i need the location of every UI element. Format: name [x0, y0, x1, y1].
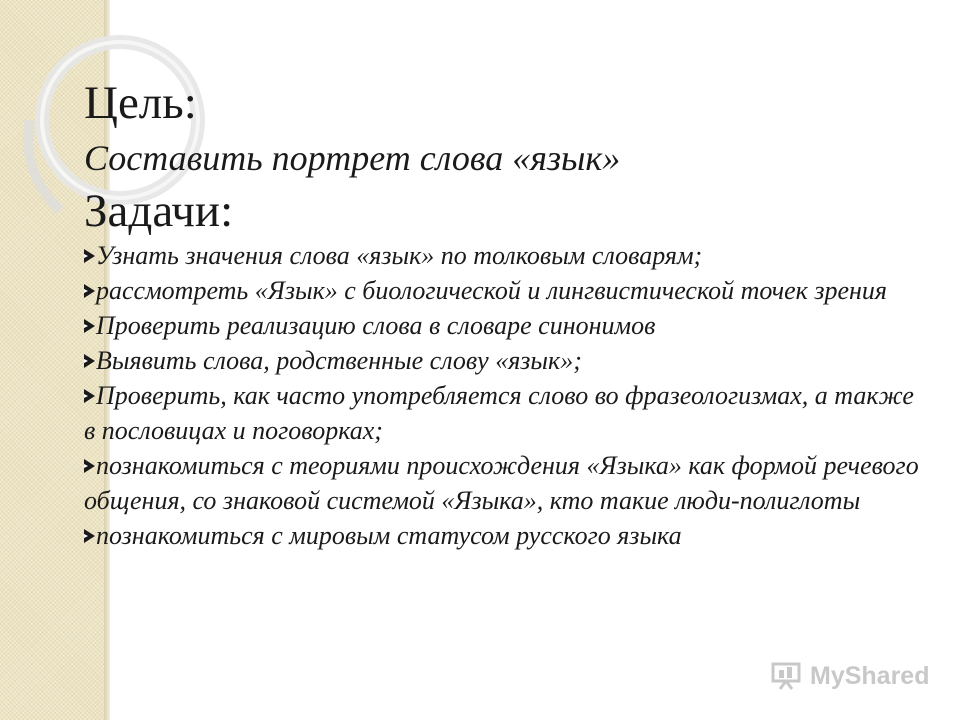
arrow-bullet-icon	[84, 354, 95, 368]
arrow-bullet-icon	[84, 389, 95, 403]
task-text: Проверить реализацию слова в словаре синонимов	[96, 311, 656, 340]
tasks-heading: Задачи:	[84, 185, 234, 237]
watermark	[770, 658, 929, 694]
arrow-bullet-icon	[84, 249, 95, 263]
goal-text: Составить портрет слова «язык»	[84, 138, 621, 178]
task-item	[84, 238, 924, 273]
presentation-icon	[770, 661, 804, 691]
arrow-bullet-icon	[84, 319, 95, 333]
goal-heading: Цель:	[84, 77, 197, 129]
watermark-text: MyShared	[810, 661, 930, 690]
task-item	[84, 448, 924, 518]
arrow-bullet-icon	[84, 284, 95, 298]
slide-content	[84, 76, 924, 553]
task-text: познакомиться с мировым статусом русского языка	[96, 521, 682, 550]
task-item	[84, 518, 924, 553]
arrow-bullet-icon	[84, 459, 95, 473]
task-text: рассмотреть «Язык» с биологической и лингвистической точек зрения	[96, 276, 888, 305]
task-item	[84, 273, 924, 308]
task-list	[84, 238, 924, 553]
task-text: Выявить слова, родственные слову «язык»;	[96, 346, 582, 375]
arrow-bullet-icon	[84, 529, 95, 543]
task-text: Узнать значения слова «язык» по толковым словарям;	[96, 241, 703, 270]
task-text: Проверить, как часто употребляется слово во фразеологизмах, а также в пословицах и поговорках;	[84, 381, 914, 445]
task-item	[84, 378, 924, 448]
task-item	[84, 343, 924, 378]
task-text: познакомиться с теориями происхождения «Языка» как формой речевого общения, со знаковой системой «Языка», кто такие люди-полиглоты	[84, 451, 919, 515]
task-item	[84, 308, 924, 343]
